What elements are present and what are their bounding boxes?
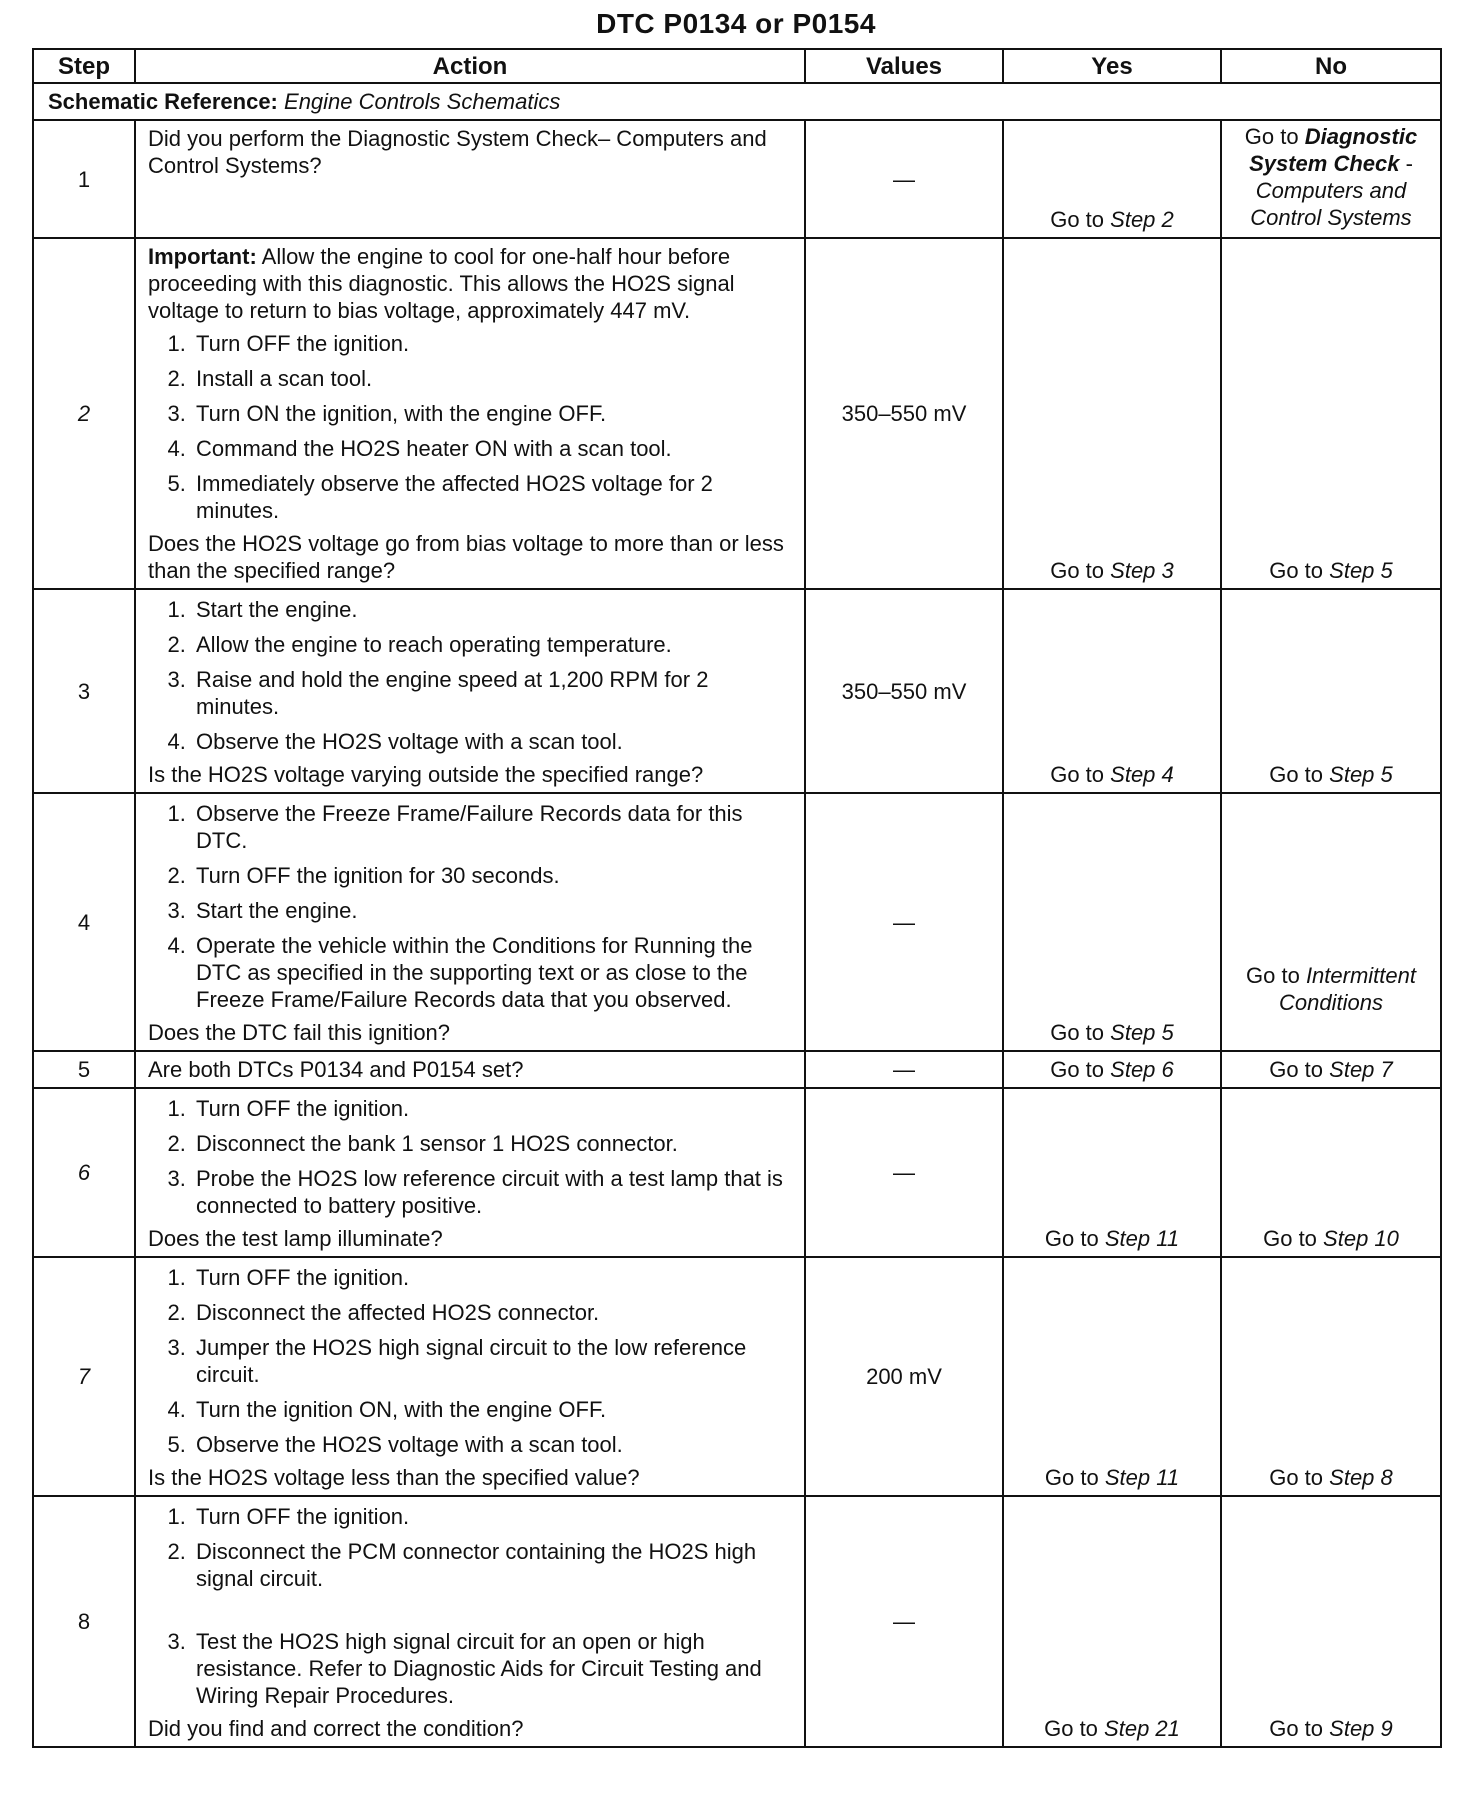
header-action: Action xyxy=(135,49,805,83)
action-steps xyxy=(148,1503,794,1709)
no-link[interactable]: Step 8 xyxy=(1329,1465,1393,1490)
step-number: 5 xyxy=(33,1051,135,1088)
action-steps xyxy=(148,1264,794,1458)
value-cell: — xyxy=(805,793,1003,1051)
list-item: 3. Raise and hold the engine speed at 1,200 RPM for 2 minutes. xyxy=(192,666,794,720)
list-item: 3. Start the engine. xyxy=(192,897,794,924)
step-number: 2 xyxy=(33,238,135,589)
action-cell xyxy=(135,1051,805,1088)
no-link[interactable]: Step 5 xyxy=(1329,762,1393,787)
yes-cell: Go to Step 2 xyxy=(1003,120,1221,238)
action-question: Did you find and correct the condition? xyxy=(148,1716,524,1741)
diagnostic-table xyxy=(32,48,1442,1748)
list-item: 1. Turn OFF the ignition. xyxy=(192,1095,794,1122)
table-row xyxy=(33,1496,1441,1747)
no-link[interactable]: Step 5 xyxy=(1329,558,1393,583)
no-cell: Go to Step 8 xyxy=(1221,1257,1441,1496)
action-question: Did you perform the Diagnostic System Check– Computers and Control Systems? xyxy=(148,126,767,178)
action-cell xyxy=(135,1257,805,1496)
action-steps xyxy=(148,1095,794,1219)
header-no: No xyxy=(1221,49,1441,83)
value-cell: 350–550 mV xyxy=(805,589,1003,793)
yes-cell: Go to Step 21 xyxy=(1003,1496,1221,1747)
list-item: 2. Disconnect the bank 1 sensor 1 HO2S connector. xyxy=(192,1130,794,1157)
list-item: 1. Turn OFF the ignition. xyxy=(192,1264,794,1291)
action-cell xyxy=(135,1088,805,1257)
yes-link[interactable]: Step 2 xyxy=(1110,207,1174,232)
schematic-label: Schematic Reference: xyxy=(48,89,278,114)
list-item: 2. Disconnect the affected HO2S connector. xyxy=(192,1299,794,1326)
yes-link[interactable]: Step 4 xyxy=(1110,762,1174,787)
value-cell: — xyxy=(805,1051,1003,1088)
yes-link[interactable]: Step 21 xyxy=(1104,1716,1180,1741)
list-item: 2. Allow the engine to reach operating temperature. xyxy=(192,631,794,658)
value-cell: — xyxy=(805,1496,1003,1747)
list-item: 1. Observe the Freeze Frame/Failure Records data for this DTC. xyxy=(192,800,794,854)
action-question: Does the test lamp illuminate? xyxy=(148,1226,443,1251)
no-cell: Go to Step 10 xyxy=(1221,1088,1441,1257)
step-number: 4 xyxy=(33,793,135,1051)
step-number: 7 xyxy=(33,1257,135,1496)
yes-link[interactable]: Step 11 xyxy=(1104,1465,1180,1490)
yes-link[interactable]: Step 3 xyxy=(1110,558,1174,583)
step-number: 8 xyxy=(33,1496,135,1747)
list-item: 1. Turn OFF the ignition. xyxy=(192,1503,794,1530)
yes-link[interactable]: Step 6 xyxy=(1110,1057,1174,1082)
no-cell: Go to Step 9 xyxy=(1221,1496,1441,1747)
list-item: 3. Probe the HO2S low reference circuit with a test lamp that is connected to battery positive. xyxy=(192,1165,794,1219)
table-row xyxy=(33,1051,1441,1088)
no-link[interactable]: Step 7 xyxy=(1329,1057,1393,1082)
header-yes: Yes xyxy=(1003,49,1221,83)
action-question: Does the DTC fail this ignition? xyxy=(148,1020,451,1045)
action-question: Is the HO2S voltage varying outside the specified range? xyxy=(148,762,704,787)
list-item: 2. Turn OFF the ignition for 30 seconds. xyxy=(192,862,794,889)
step-number: 6 xyxy=(33,1088,135,1257)
list-item: 1. Turn OFF the ignition. xyxy=(192,330,794,357)
yes-link[interactable]: Step 5 xyxy=(1110,1020,1174,1045)
action-cell xyxy=(135,120,805,238)
header-step: Step xyxy=(33,49,135,83)
yes-cell: Go to Step 3 xyxy=(1003,238,1221,589)
list-item: 2. Disconnect the PCM connector containing the HO2S high signal circuit. xyxy=(192,1538,794,1592)
list-item: 1. Start the engine. xyxy=(192,596,794,623)
action-question: Is the HO2S voltage less than the specified value? xyxy=(148,1465,640,1490)
table-row xyxy=(33,120,1441,238)
yes-cell: Go to Step 4 xyxy=(1003,589,1221,793)
important-note: Important: Allow the engine to cool for one-half hour before proceeding with this diagnostic. This allows the HO2S signal voltage to return to bias voltage, approximately 447 mV. xyxy=(148,244,735,323)
step-number: 3 xyxy=(33,589,135,793)
list-item: 4. Turn the ignition ON, with the engine OFF. xyxy=(192,1396,794,1423)
value-cell: — xyxy=(805,120,1003,238)
yes-cell: Go to Step 11 xyxy=(1003,1088,1221,1257)
table-row xyxy=(33,589,1441,793)
action-question: Are both DTCs P0134 and P0154 set? xyxy=(148,1057,524,1082)
action-steps xyxy=(148,800,794,1013)
table-row xyxy=(33,238,1441,589)
header-values: Values xyxy=(805,49,1003,83)
list-item: 4. Operate the vehicle within the Conditions for Running the DTC as specified in the supporting text or as close to the Freeze Frame/Failure Records data that you observed. xyxy=(192,932,794,1013)
step-number: 1 xyxy=(33,120,135,238)
list-item: 3. Jumper the HO2S high signal circuit to the low reference circuit. xyxy=(192,1334,794,1388)
list-item: 4. Observe the HO2S voltage with a scan tool. xyxy=(192,728,794,755)
page-title: DTC P0134 or P0154 xyxy=(596,8,876,39)
no-link[interactable]: Step 10 xyxy=(1323,1226,1399,1251)
schematic-link[interactable]: Engine Controls Schematics xyxy=(284,89,561,114)
no-link[interactable]: Step 9 xyxy=(1329,1716,1393,1741)
action-cell xyxy=(135,589,805,793)
yes-cell: Go to Step 6 xyxy=(1003,1051,1221,1088)
yes-link[interactable]: Step 11 xyxy=(1104,1226,1180,1251)
list-item: 4. Command the HO2S heater ON with a scan tool. xyxy=(192,435,794,462)
list-item: 3. Test the HO2S high signal circuit for an open or high resistance. Refer to Diagnostic Aids for Circuit Testing and Wiring Repair Procedures. xyxy=(192,1628,794,1709)
list-item: 2. Install a scan tool. xyxy=(192,365,794,392)
yes-cell: Go to Step 11 xyxy=(1003,1257,1221,1496)
no-cell: Go to Step 5 xyxy=(1221,589,1441,793)
no-cell: Go to Diagnostic System Check - Computers and Control Systems xyxy=(1221,120,1441,238)
action-steps xyxy=(148,596,794,755)
no-cell: Go to Step 5 xyxy=(1221,238,1441,589)
no-cell: Go to Step 7 xyxy=(1221,1051,1441,1088)
action-steps xyxy=(148,330,794,524)
list-item: 5. Immediately observe the affected HO2S voltage for 2 minutes. xyxy=(192,470,794,524)
no-link[interactable]: Intermittent xyxy=(1305,963,1416,988)
table-row xyxy=(33,1088,1441,1257)
action-question: Does the HO2S voltage go from bias voltage to more than or less than the specified range? xyxy=(148,531,784,583)
yes-cell: Go to Step 5 xyxy=(1003,793,1221,1051)
value-cell: 350–550 mV xyxy=(805,238,1003,589)
action-cell xyxy=(135,238,805,589)
list-item: 3. Turn ON the ignition, with the engine OFF. xyxy=(192,400,794,427)
schematic-row xyxy=(33,83,1441,120)
list-item: 5. Observe the HO2S voltage with a scan tool. xyxy=(192,1431,794,1458)
value-cell: — xyxy=(805,1088,1003,1257)
no-cell: Go to Intermittent Conditions xyxy=(1221,793,1441,1051)
no-link[interactable]: Diagnostic xyxy=(1304,124,1418,149)
value-cell: 200 mV xyxy=(805,1257,1003,1496)
header-row xyxy=(33,49,1441,83)
schematic-reference xyxy=(33,83,1441,120)
table-row xyxy=(33,793,1441,1051)
action-cell xyxy=(135,1496,805,1747)
action-cell xyxy=(135,793,805,1051)
table-row xyxy=(33,1257,1441,1496)
